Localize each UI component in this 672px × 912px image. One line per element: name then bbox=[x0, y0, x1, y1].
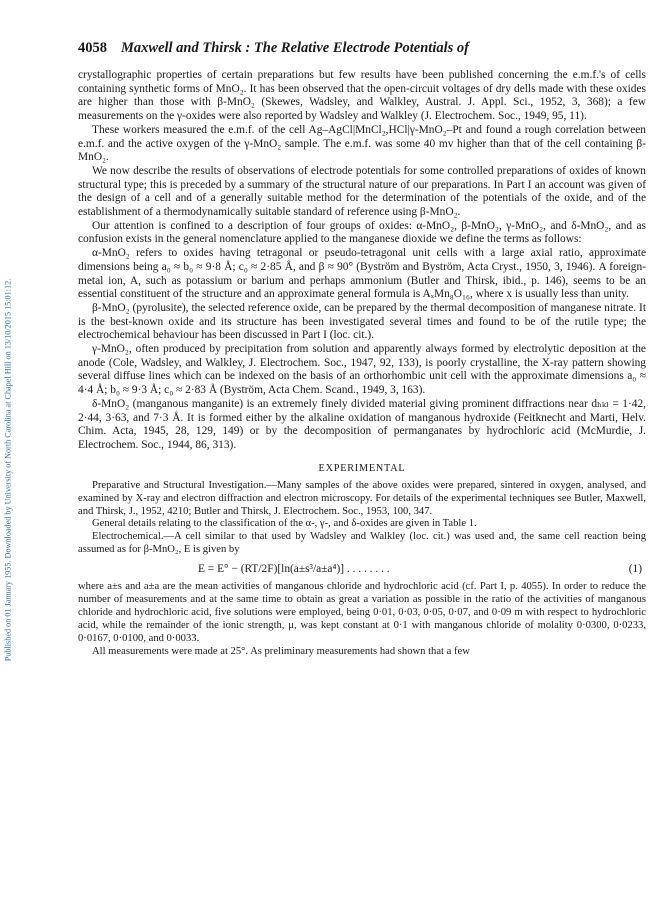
running-title: Maxwell and Thirsk : The Relative Electrode Potentials of bbox=[121, 40, 469, 56]
running-header bbox=[78, 40, 646, 62]
paragraph-activities: where a±s and a±a are the mean activities of manganous chloride and hydrochloric acid (cf. Part I, p. 4055). In order to reduce the number of measurements and at the same time to obtain as great a variation as possible in the ratio of the activities of manganous chloride and hydrochloric acid, five solutions were employed, being 0·01, 0·03, 0·05, 0·07, and 0·09 m with respect to hydrochloric acid, while the remainder of the ionic strength, μ, was kept constant at 0·1 with manganous chloride of molality 0·0300, 0·0233, 0·0167, 0·0100, and 0·0033. bbox=[78, 581, 646, 644]
equation-number: (1) bbox=[628, 563, 642, 576]
page-number: 4058 bbox=[78, 40, 107, 56]
paragraph-intro: crystallographic properties of certain preparations but few results have been published concerning the e.m.f.'s of cells containing synthetic forms of MnO₂. It has been observed that the open-circuit voltages of dry dells made with these oxides are higher than those with β-MnO₂ (Skewes, Wadsley, and Walkley, Austral. J. Appl. Sci., 1952, 3, 368); a few measurements on the γ-oxides were also reported by Wadsley and Walkley (J. Electrochem. Soc., 1949, 95, 11). bbox=[78, 69, 646, 123]
equation-1 bbox=[78, 560, 646, 578]
page-body bbox=[78, 40, 646, 659]
equation-text: E = E° − (RT/2F)[ln(a±s³/a±a⁴)] . . . . . . . . bbox=[198, 563, 390, 576]
paragraph-alpha-mno2: α-MnO₂ refers to oxides having tetragonal or pseudo-tetragonal unit cells with a large axial ratio, approximate dimensions being a₀ ≈ b₀ ≈ 9·8 Å; c₀ ≈ 2·85 Å, and β ≈ 90° (Byström and Byström, Acta Cryst., 1950, 3, 1946). A foreign-metal ion, A, such as potassium or barium and perhaps ammonium (Butler and Thirsk, ibid., p. 146), seems to be an essential constituent of the structure and an approximate general formula is AₓMn₈O₁₆, where x is usually less than unity. bbox=[78, 247, 646, 301]
paragraph-beta-mno2: β-MnO₂ (pyrolusite), the selected reference oxide, can be prepared by the thermal decomposition of manganese nitrate. It is the best-known oxide and its structure has been investigated several times and found to be of the rutile type; the electrochemical behaviour has been discussed in Part I (loc. cit.). bbox=[78, 301, 646, 342]
paragraph-electrochemical: Electrochemical.—A cell similar to that used by Wadsley and Walkley (loc. cit.) was used and, the same cell reaction being assumed as for β-MnO₂, E is given by bbox=[78, 531, 646, 556]
paragraph-gamma-mno2: γ-MnO₂, often produced by precipitation from solution and apparently always formed by electrolytic deposition at the anode (Cole, Wadsley, and Walkley, J. Electrochem. Soc., 1947, 92, 133), is poorly crystalline, the X-ray pattern showing several diffuse lines which can be indexed on the basis of an orthorhombic unit cell with the approximate dimensions a₀ ≈ 4·4 Å; b₀ ≈ 9·3 Å; c₀ ≈ 2·83 Å (Byström, Acta Chem. Scand., 1949, 3, 163). bbox=[78, 343, 646, 397]
download-watermark bbox=[2, 60, 14, 880]
paragraph-describe: We now describe the results of observations of electrode potentials for some controlled preparations of oxides of known structural type; this is preceded by a summary of the structural nature of our preparations. In Part I an account was given of the design of a cell and of a generally suitable method for the determination of the potentials of the oxide, and of the establishment of a thermodynamically suitable standard of reference using β-MnO₂. bbox=[78, 164, 646, 219]
paragraph-measurements: All measurements were made at 25°. As preliminary measurements had shown that a few bbox=[92, 645, 470, 657]
section-heading-experimental: EXPERIMENTAL bbox=[318, 462, 406, 474]
paragraph-delta-mno2: δ-MnO₂ (manganous manganite) is an extremely finely divided material giving prominent diffractions near dₕₖₗ = 1·42, 2·44, 3·63, and 7·3 Å. It is formed either by the alkaline oxidation of manganous hydroxide (Feitknecht and Marti, Helv. Chim. Acta, 1945, 28, 129, 149) or by the decomposition of permanganates by hydrochloric acid (McMurdie, J. Electrochem. Soc., 1944, 86, 313). bbox=[78, 397, 646, 451]
paragraph-preparative: Preparative and Structural Investigation.—Many samples of the above oxides were prepared, sintered in oxygen, analysed, and examined by X-ray and electron diffraction and electron microscopy. For details of the experimental techniques see Butler, Maxwell, and Thirsk, J., 1952, 4210; Butler and Thirsk, J. Electrochem. Soc., 1953, 100, 347. bbox=[78, 479, 646, 517]
paragraph-general-details: General details relating to the classification of the α-, γ-, and δ-oxides are given in Table 1. bbox=[92, 518, 477, 530]
download-watermark-text: Published on 01 January 1955. Downloaded by University of North Carolina at Chapel Hill on 13/10/2015 15:01:12. bbox=[3, 278, 13, 662]
paragraph-cell-emf: These workers measured the e.m.f. of the cell Ag–AgCl|MnCl₂,HCl|γ-MnO₂–Pt and found a rough correlation between e.m.f. and the active oxygen of the γ-MnO₂ sample. The e.m.f. was some 40 mv higher than that of the cell containing β-MnO₂. bbox=[78, 123, 646, 164]
paragraph-four-groups: Our attention is confined to a description of four groups of oxides: α-MnO₂, β-MnO₂, γ-MnO₂, and δ-MnO₂, and as confusion exists in the general nomenclature applied to the manganese dioxide we define the terms as follows: bbox=[78, 219, 646, 246]
